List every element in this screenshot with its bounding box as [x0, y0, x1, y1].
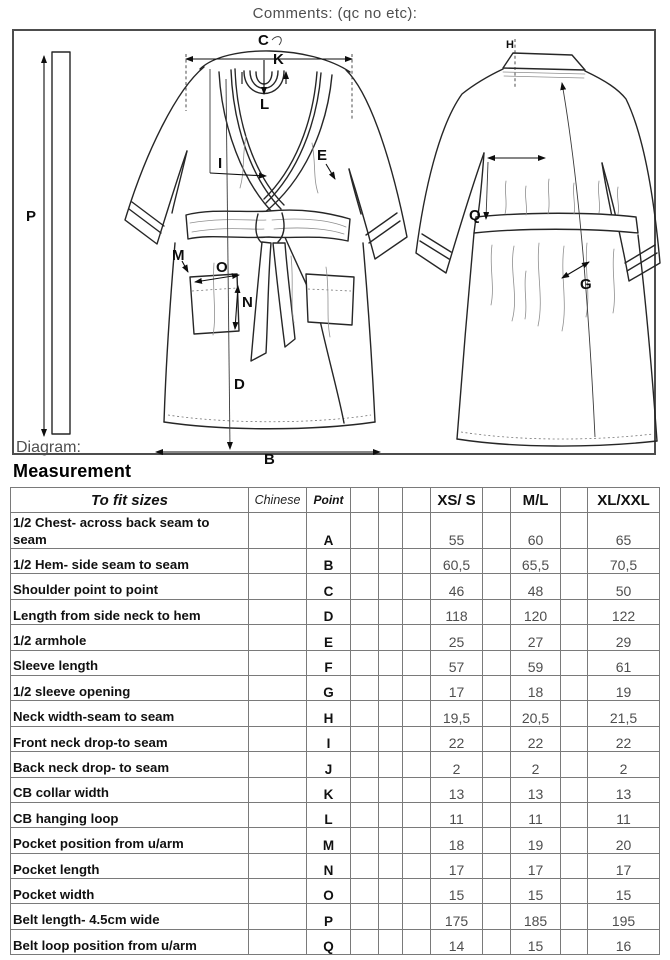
- measurement-label-cell: Shoulder point to point: [11, 574, 249, 599]
- spacer-cell: [483, 879, 511, 904]
- back-length-curve: [562, 83, 595, 437]
- point-cell: K: [307, 777, 351, 802]
- spacer-cell: [379, 752, 403, 777]
- header-spacer: [351, 488, 379, 513]
- value-cell-m-l: 27: [511, 625, 561, 650]
- value-cell-xs-s: 118: [431, 599, 483, 624]
- table-row: [11, 574, 660, 599]
- spacer-cell: [483, 853, 511, 878]
- dim-label-i: I: [218, 155, 223, 172]
- table-row: [11, 879, 660, 904]
- spacer-cell: [379, 701, 403, 726]
- spacer-cell: [351, 802, 379, 827]
- value-cell-xs-s: 25: [431, 625, 483, 650]
- table-row: [11, 701, 660, 726]
- measurement-label-cell: Pocket width: [11, 879, 249, 904]
- value-cell-xs-s: 57: [431, 650, 483, 675]
- table-row: [11, 752, 660, 777]
- dim-label-b: B: [264, 451, 275, 468]
- front-hem-stitch: [168, 415, 371, 422]
- spacer-cell: [561, 853, 588, 878]
- chinese-cell: [249, 625, 307, 650]
- measurement-label-cell: 1/2 sleeve opening: [11, 675, 249, 700]
- spacer-cell: [379, 599, 403, 624]
- value-cell-xs-s: 60,5: [431, 549, 483, 574]
- spacer-cell: [379, 904, 403, 929]
- spacer-cell: [403, 675, 431, 700]
- measurement-label-cell: Belt length- 4.5cm wide: [11, 904, 249, 929]
- spacer-cell: [561, 904, 588, 929]
- point-cell: B: [307, 549, 351, 574]
- value-cell-m-l: 22: [511, 726, 561, 751]
- spacer-cell: [483, 828, 511, 853]
- value-cell-xl-xxl: 50: [588, 574, 660, 599]
- chinese-cell: [249, 650, 307, 675]
- dim-label-k: K: [273, 51, 284, 68]
- chinese-cell: [249, 929, 307, 954]
- table-row: [11, 513, 660, 549]
- value-cell-xs-s: 18: [431, 828, 483, 853]
- measurement-table-body: [11, 513, 660, 955]
- spacer-cell: [379, 675, 403, 700]
- point-cell: J: [307, 752, 351, 777]
- spacer-cell: [403, 904, 431, 929]
- spacer-cell: [379, 650, 403, 675]
- measurement-label-cell: Front neck drop-to seam: [11, 726, 249, 751]
- garment-diagram-svg: [14, 31, 658, 468]
- table-row: [11, 777, 660, 802]
- point-cell: A: [307, 513, 351, 549]
- spacer-cell: [351, 904, 379, 929]
- front-belt-tail-right: [273, 243, 295, 347]
- spacer-cell: [403, 828, 431, 853]
- table-row: [11, 904, 660, 929]
- measurement-title: Measurement: [13, 461, 132, 481]
- spacer-cell: [561, 701, 588, 726]
- point-cell: I: [307, 726, 351, 751]
- spacer-cell: [561, 625, 588, 650]
- chinese-cell: [249, 853, 307, 878]
- spacer-cell: [403, 802, 431, 827]
- front-belt-tail-left: [251, 242, 271, 361]
- value-cell-m-l: 11: [511, 802, 561, 827]
- back-waistband: [474, 213, 638, 233]
- back-skirt-left: [457, 233, 474, 439]
- measurement-label-cell: 1/2 Chest- across back seam to seam: [11, 513, 249, 549]
- table-header-row: [11, 488, 660, 513]
- spacer-cell: [561, 599, 588, 624]
- value-cell-xs-s: 2: [431, 752, 483, 777]
- value-cell-xl-xxl: 20: [588, 828, 660, 853]
- spacer-cell: [561, 828, 588, 853]
- front-belt-band: [186, 210, 350, 241]
- spacer-cell: [351, 549, 379, 574]
- chinese-cell: [249, 599, 307, 624]
- spacer-cell: [561, 726, 588, 751]
- spacer-cell: [351, 828, 379, 853]
- spacer-cell: [561, 777, 588, 802]
- dim-arrow-q: [486, 162, 488, 219]
- spacer-cell: [351, 574, 379, 599]
- header-to-fit-sizes: To fit sizes: [11, 488, 249, 513]
- spacer-cell: [351, 929, 379, 954]
- spacer-cell: [403, 726, 431, 751]
- point-cell: O: [307, 879, 351, 904]
- value-cell-xs-s: 19,5: [431, 701, 483, 726]
- value-cell-xl-xxl: 16: [588, 929, 660, 954]
- back-body-right: [602, 163, 612, 217]
- value-cell-m-l: 18: [511, 675, 561, 700]
- value-cell-m-l: 15: [511, 879, 561, 904]
- dim-label-l: L: [260, 96, 270, 113]
- measurement-label-cell: CB hanging loop: [11, 802, 249, 827]
- value-cell-xs-s: 22: [431, 726, 483, 751]
- spacer-cell: [351, 599, 379, 624]
- diagram-box: [12, 29, 656, 468]
- value-cell-xl-xxl: 2: [588, 752, 660, 777]
- point-cell: P: [307, 904, 351, 929]
- spacer-cell: [403, 853, 431, 878]
- back-left-sleeve: [416, 69, 503, 273]
- dim-label-e: E: [317, 147, 328, 164]
- dim-arrow-e: [326, 164, 335, 179]
- dim-label-p: P: [26, 208, 37, 225]
- measurement-label-cell: Sleeve length: [11, 650, 249, 675]
- chinese-cell: [249, 904, 307, 929]
- spacer-cell: [483, 549, 511, 574]
- measurement-label-cell: Back neck drop- to seam: [11, 752, 249, 777]
- spacer-cell: [403, 599, 431, 624]
- spacer-cell: [561, 752, 588, 777]
- value-cell-xl-xxl: 195: [588, 904, 660, 929]
- value-cell-m-l: 120: [511, 599, 561, 624]
- spacer-cell: [483, 574, 511, 599]
- back-hem-stitch: [461, 432, 653, 439]
- front-body-left: [164, 151, 187, 422]
- measurement-label-cell: 1/2 Hem- side seam to seam: [11, 549, 249, 574]
- value-cell-xl-xxl: 61: [588, 650, 660, 675]
- spacer-cell: [379, 929, 403, 954]
- table-row: [11, 828, 660, 853]
- spacer-cell: [483, 675, 511, 700]
- value-cell-xl-xxl: 13: [588, 777, 660, 802]
- spacer-cell: [403, 752, 431, 777]
- value-cell-m-l: 17: [511, 853, 561, 878]
- spacer-cell: [351, 853, 379, 878]
- value-cell-xs-s: 14: [431, 929, 483, 954]
- dim-label-o: O: [216, 259, 228, 276]
- spacer-cell: [483, 777, 511, 802]
- measurement-label-cell: CB collar width: [11, 777, 249, 802]
- front-right-cuff-trim: [366, 213, 400, 243]
- dim-label-m: M: [172, 247, 185, 264]
- spacer-cell: [403, 929, 431, 954]
- spacer-cell: [561, 879, 588, 904]
- spacer-cell: [379, 802, 403, 827]
- dim-label-c: C: [258, 32, 269, 49]
- value-cell-xl-xxl: 22: [588, 726, 660, 751]
- spacer-cell: [379, 574, 403, 599]
- diagram-label: Diagram:: [16, 439, 81, 456]
- dim-label-g: G: [580, 276, 592, 293]
- hanger-curl: [272, 37, 281, 45]
- value-cell-xl-xxl: 15: [588, 879, 660, 904]
- value-cell-xl-xxl: 65: [588, 513, 660, 549]
- chinese-cell: [249, 802, 307, 827]
- back-view: [416, 53, 660, 446]
- point-cell: L: [307, 802, 351, 827]
- spacer-cell: [561, 549, 588, 574]
- value-cell-xl-xxl: 21,5: [588, 701, 660, 726]
- chinese-cell: [249, 549, 307, 574]
- spacer-cell: [351, 625, 379, 650]
- spacer-cell: [483, 513, 511, 549]
- measurement-label-cell: Belt loop position from u/arm: [11, 929, 249, 954]
- spacer-cell: [403, 701, 431, 726]
- dim-label-d: D: [234, 376, 245, 393]
- table-row: [11, 549, 660, 574]
- chinese-cell: [249, 752, 307, 777]
- spacer-cell: [351, 726, 379, 751]
- front-right-pocket: [306, 274, 354, 325]
- spacer-cell: [561, 574, 588, 599]
- value-cell-m-l: 15: [511, 929, 561, 954]
- value-cell-xs-s: 55: [431, 513, 483, 549]
- spacer-cell: [351, 879, 379, 904]
- value-cell-xs-s: 15: [431, 879, 483, 904]
- value-cell-m-l: 48: [511, 574, 561, 599]
- value-cell-m-l: 13: [511, 777, 561, 802]
- value-cell-m-l: 60: [511, 513, 561, 549]
- spacer-cell: [379, 549, 403, 574]
- back-hem: [457, 439, 657, 446]
- value-cell-xs-s: 175: [431, 904, 483, 929]
- spacer-cell: [351, 752, 379, 777]
- belt-strip: [26, 52, 70, 436]
- spacer-cell: [561, 650, 588, 675]
- belt-strip-outline: [52, 52, 70, 434]
- spacer-cell: [403, 574, 431, 599]
- chinese-cell: [249, 701, 307, 726]
- spacer-cell: [379, 625, 403, 650]
- spacer-cell: [483, 904, 511, 929]
- spacer-cell: [483, 599, 511, 624]
- front-right-sleeve: [346, 70, 407, 259]
- measurement-label-cell: 1/2 armhole: [11, 625, 249, 650]
- spacer-cell: [483, 701, 511, 726]
- spacer-cell: [483, 752, 511, 777]
- header-m-l: M/L: [511, 488, 561, 513]
- point-cell: E: [307, 625, 351, 650]
- value-cell-xl-xxl: 11: [588, 802, 660, 827]
- chinese-cell: [249, 879, 307, 904]
- table-row: [11, 853, 660, 878]
- back-gather-upper: [505, 179, 619, 215]
- measurement-table: [10, 487, 660, 955]
- chinese-cell: [249, 828, 307, 853]
- spacer-cell: [379, 513, 403, 549]
- spacer-cell: [561, 675, 588, 700]
- value-cell-xl-xxl: 19: [588, 675, 660, 700]
- value-cell-m-l: 19: [511, 828, 561, 853]
- point-cell: C: [307, 574, 351, 599]
- value-cell-m-l: 65,5: [511, 549, 561, 574]
- header-chinese: Chinese: [249, 488, 307, 513]
- comments-label: Comments: (qc no etc):: [252, 5, 418, 22]
- measurement-label-cell: Pocket position from u/arm: [11, 828, 249, 853]
- point-cell: N: [307, 853, 351, 878]
- spacer-cell: [561, 513, 588, 549]
- spacer-cell: [379, 828, 403, 853]
- chinese-cell: [249, 513, 307, 549]
- value-cell-m-l: 185: [511, 904, 561, 929]
- value-cell-xs-s: 13: [431, 777, 483, 802]
- spacer-cell: [351, 701, 379, 726]
- spacer-cell: [483, 929, 511, 954]
- spacer-cell: [561, 929, 588, 954]
- measurement-label-cell: Length from side neck to hem: [11, 599, 249, 624]
- point-cell: M: [307, 828, 351, 853]
- point-cell: Q: [307, 929, 351, 954]
- value-cell-xl-xxl: 29: [588, 625, 660, 650]
- back-gather-lower: [491, 243, 614, 331]
- front-right-lapel: [264, 75, 332, 213]
- value-cell-xl-xxl: 70,5: [588, 549, 660, 574]
- dim-arrow-i: [210, 173, 266, 176]
- spacer-cell: [379, 879, 403, 904]
- spacer-cell: [379, 853, 403, 878]
- spacer-cell: [561, 802, 588, 827]
- chinese-cell: [249, 574, 307, 599]
- dim-label-n: N: [242, 294, 253, 311]
- spacer-cell: [403, 879, 431, 904]
- spacer-cell: [483, 625, 511, 650]
- value-cell-xs-s: 46: [431, 574, 483, 599]
- value-cell-xs-s: 17: [431, 675, 483, 700]
- table-row: [11, 929, 660, 954]
- table-row: [11, 625, 660, 650]
- table-row: [11, 675, 660, 700]
- spacer-cell: [379, 777, 403, 802]
- dim-label-q: Q: [469, 207, 481, 224]
- spacer-cell: [351, 675, 379, 700]
- header-spacer: [561, 488, 588, 513]
- front-left-cuff-trim: [129, 202, 164, 233]
- back-left-cuff-trim: [420, 234, 451, 259]
- table-row: [11, 650, 660, 675]
- chinese-cell: [249, 726, 307, 751]
- header-spacer: [403, 488, 431, 513]
- header-spacer: [379, 488, 403, 513]
- spacer-cell: [403, 549, 431, 574]
- measurement-label-cell: Pocket length: [11, 853, 249, 878]
- value-cell-xs-s: 11: [431, 802, 483, 827]
- spacer-cell: [483, 650, 511, 675]
- spacer-cell: [403, 777, 431, 802]
- header-spacer: [483, 488, 511, 513]
- table-row: [11, 599, 660, 624]
- value-cell-m-l: 59: [511, 650, 561, 675]
- spacer-cell: [483, 726, 511, 751]
- header-point: Point: [307, 488, 351, 513]
- measurement-label-cell: Neck width-seam to seam: [11, 701, 249, 726]
- spacer-cell: [403, 513, 431, 549]
- spacer-cell: [351, 513, 379, 549]
- spacer-cell: [379, 726, 403, 751]
- value-cell-m-l: 2: [511, 752, 561, 777]
- chinese-cell: [249, 675, 307, 700]
- value-cell-xs-s: 17: [431, 853, 483, 878]
- spacer-cell: [483, 802, 511, 827]
- chinese-cell: [249, 777, 307, 802]
- table-row: [11, 726, 660, 751]
- point-cell: F: [307, 650, 351, 675]
- spacer-cell: [351, 650, 379, 675]
- table-row: [11, 802, 660, 827]
- value-cell-xl-xxl: 17: [588, 853, 660, 878]
- value-cell-xl-xxl: 122: [588, 599, 660, 624]
- dim-label-h: H: [506, 39, 514, 51]
- value-cell-m-l: 20,5: [511, 701, 561, 726]
- header-xs-s: XS/ S: [431, 488, 483, 513]
- point-cell: G: [307, 675, 351, 700]
- spacer-cell: [403, 650, 431, 675]
- spacer-cell: [403, 625, 431, 650]
- point-cell: H: [307, 701, 351, 726]
- point-cell: D: [307, 599, 351, 624]
- spacer-cell: [351, 777, 379, 802]
- header-xl-xxl: XL/XXL: [588, 488, 660, 513]
